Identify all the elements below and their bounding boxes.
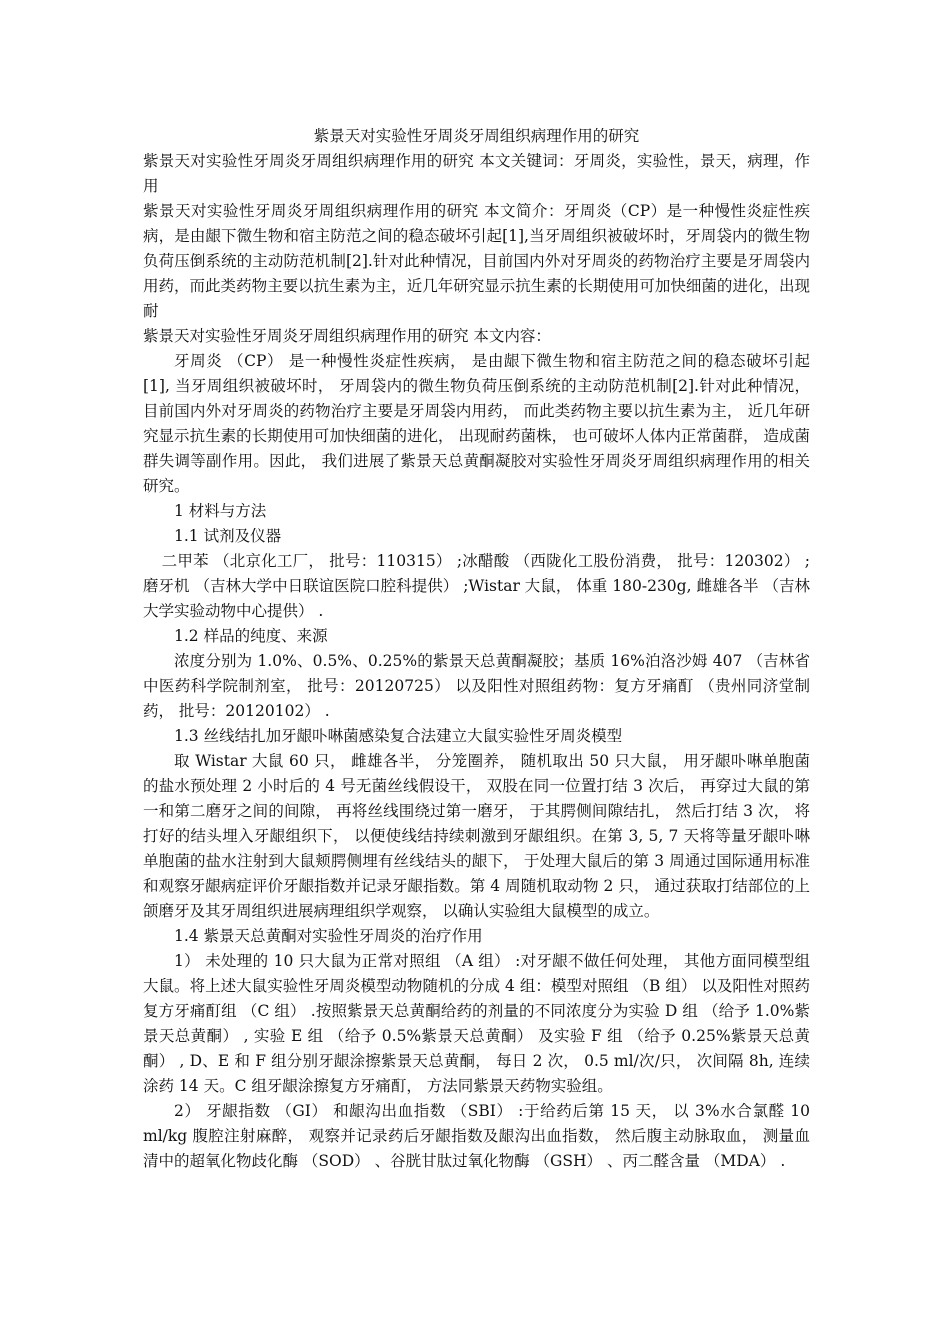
content-label: 紫景天对实验性牙周炎牙周组织病理作用的研究 本文内容：: [143, 327, 551, 345]
paragraph-main: 牙周炎 （CP） 是一种慢性炎症性疾病， 是由龈下微生物和宿主防范之间的稳态破坏引起[1], 当牙周组织被破坏时， 牙周袋内的微生物负荷压倒系统的主动防范机制[2].针对此种情况， 目前国内外对牙周炎的药物治疗主要是牙周袋内用药， 而此类药物主要以抗生素为主， 近几年研究显示抗生素的长期使用可加快细菌的进化， 出现耐药菌株， 也可破坏人体内正常菌群， 造成菌群失调等副作用。因此， 我们进展了紫景天总黄酮凝胶对实验性牙周炎牙周组织病理作用的相关研究。: [143, 352, 810, 495]
document-page: [143, 124, 810, 1174]
paragraph-1-3: 取 Wistar 大鼠 60 只， 雌雄各半， 分笼圈养， 随机取出 50 只大鼠， 用牙龈卟啉单胞菌的盐水预处理 2 小时后的 4 号无菌丝线假设干， 双股在同一位置打结 3 次后， 再穿过大鼠的第一和第二磨牙之间的间隙， 再将丝线围绕过第一磨牙， 于其腭侧间隙结扎， 然后打结 3 次， 将打好的结头埋入牙龈组织下， 以便使线结持续刺激到牙龈组织。在第 3, 5, 7 天将等量牙龈卟啉单胞菌的盐水注射到大鼠颊腭侧埋有丝线结头的龈下， 于处理大鼠后的第 3 周通过国际通用标准和观察牙龈病症评价牙龈指数并记录牙龈指数。第 4 周随机取动物 2 只， 通过获取打结部位的上颌磨牙及其牙周组织进展病理组织学观察， 以确认实验组大鼠模型的成立。: [143, 752, 810, 920]
heading-1: 1 材料与方法: [174, 502, 267, 520]
paragraph-1-4a: 1） 未处理的 10 只大鼠为正常对照组 （A 组） :对牙龈不做任何处理， 其他方面同模型组大鼠。将上述大鼠实验性牙周炎模型动物随机的分成 4 组：模型对照组 （B 组） 以及阳性对照药复方牙痛酊组 （C 组） .按照紫景天总黄酮给药的剂量的不同浓度分为实验 D 组 （给予 1.0%紫景天总黄酮） , 实验 E 组 （给予 0.5%紫景天总黄酮） 及实验 F 组 （给予 0.25%紫景天总黄酮） , D、E 和 F 组分别牙龈涂擦紫景天总黄酮， 每日 2 次， 0.5 ml/次/只， 次间隔 8h, 连续涂药 14 天。C 组牙龈涂擦复方牙痛酊， 方法同紫景天药物实验组。: [143, 952, 810, 1095]
intro-line: 紫景天对实验性牙周炎牙周组织病理作用的研究 本文简介：牙周炎（CP）是一种慢性炎症性疾病，是由龈下微生物和宿主防范之间的稳态破坏引起[1],当牙周组织被破坏时，牙周袋内的微生物负荷压倒系统的主动防范机制[2].针对此种情况，目前国内外对牙周炎的药物治疗主要是牙周袋内用药，而此类药物主要以抗生素为主，近几年研究显示抗生素的长期使用可加快细菌的进化，出现耐: [143, 202, 810, 320]
heading-1-4: 1.4 紫景天总黄酮对实验性牙周炎的治疗作用: [174, 927, 483, 945]
heading-1-3: 1.3 丝线结扎加牙龈卟啉菌感染复合法建立大鼠实验性牙周炎模型: [174, 727, 623, 745]
keywords-line: 紫景天对实验性牙周炎牙周组织病理作用的研究 本文关键词：牙周炎，实验性，景天，病理，作用: [143, 152, 810, 195]
paragraph-1-2: 浓度分别为 1.0%、0.5%、0.25%的紫景天总黄酮凝胶；基质 16%泊洛沙姆 407 （吉林省中医药科学院制剂室， 批号：20120725） 以及阳性对照组药物：复方牙痛酊 （贵州同济堂制药， 批号：20120102） .: [143, 652, 810, 720]
heading-1-2: 1.2 样品的纯度、来源: [174, 627, 328, 645]
document-title: 紫景天对实验性牙周炎牙周组织病理作用的研究: [313, 127, 640, 145]
paragraph-1-1: 二甲苯 （北京化工厂， 批号：110315） ;冰醋酸 （西陇化工股份消费， 批号：120302） ;磨牙机 （吉林大学中日联谊医院口腔科提供） ;Wistar 大鼠， 体重 180-230g, 雌雄各半 （吉林大学实验动物中心提供） .: [143, 552, 810, 620]
heading-1-1: 1.1 试剂及仪器: [174, 527, 282, 545]
paragraph-1-4b: 2） 牙龈指数 （GI） 和龈沟出血指数 （SBI） :于给药后第 15 天， 以 3%水合氯醛 10 ml/kg 腹腔注射麻醉， 观察并记录药后牙龈指数及龈沟出血指数， 然后腹主动脉取血， 测量血清中的超氧化物歧化酶 （SOD） 、谷胱甘肽过氧化物酶 （GSH） 、丙二醛含量 （MDA） .: [143, 1102, 810, 1170]
